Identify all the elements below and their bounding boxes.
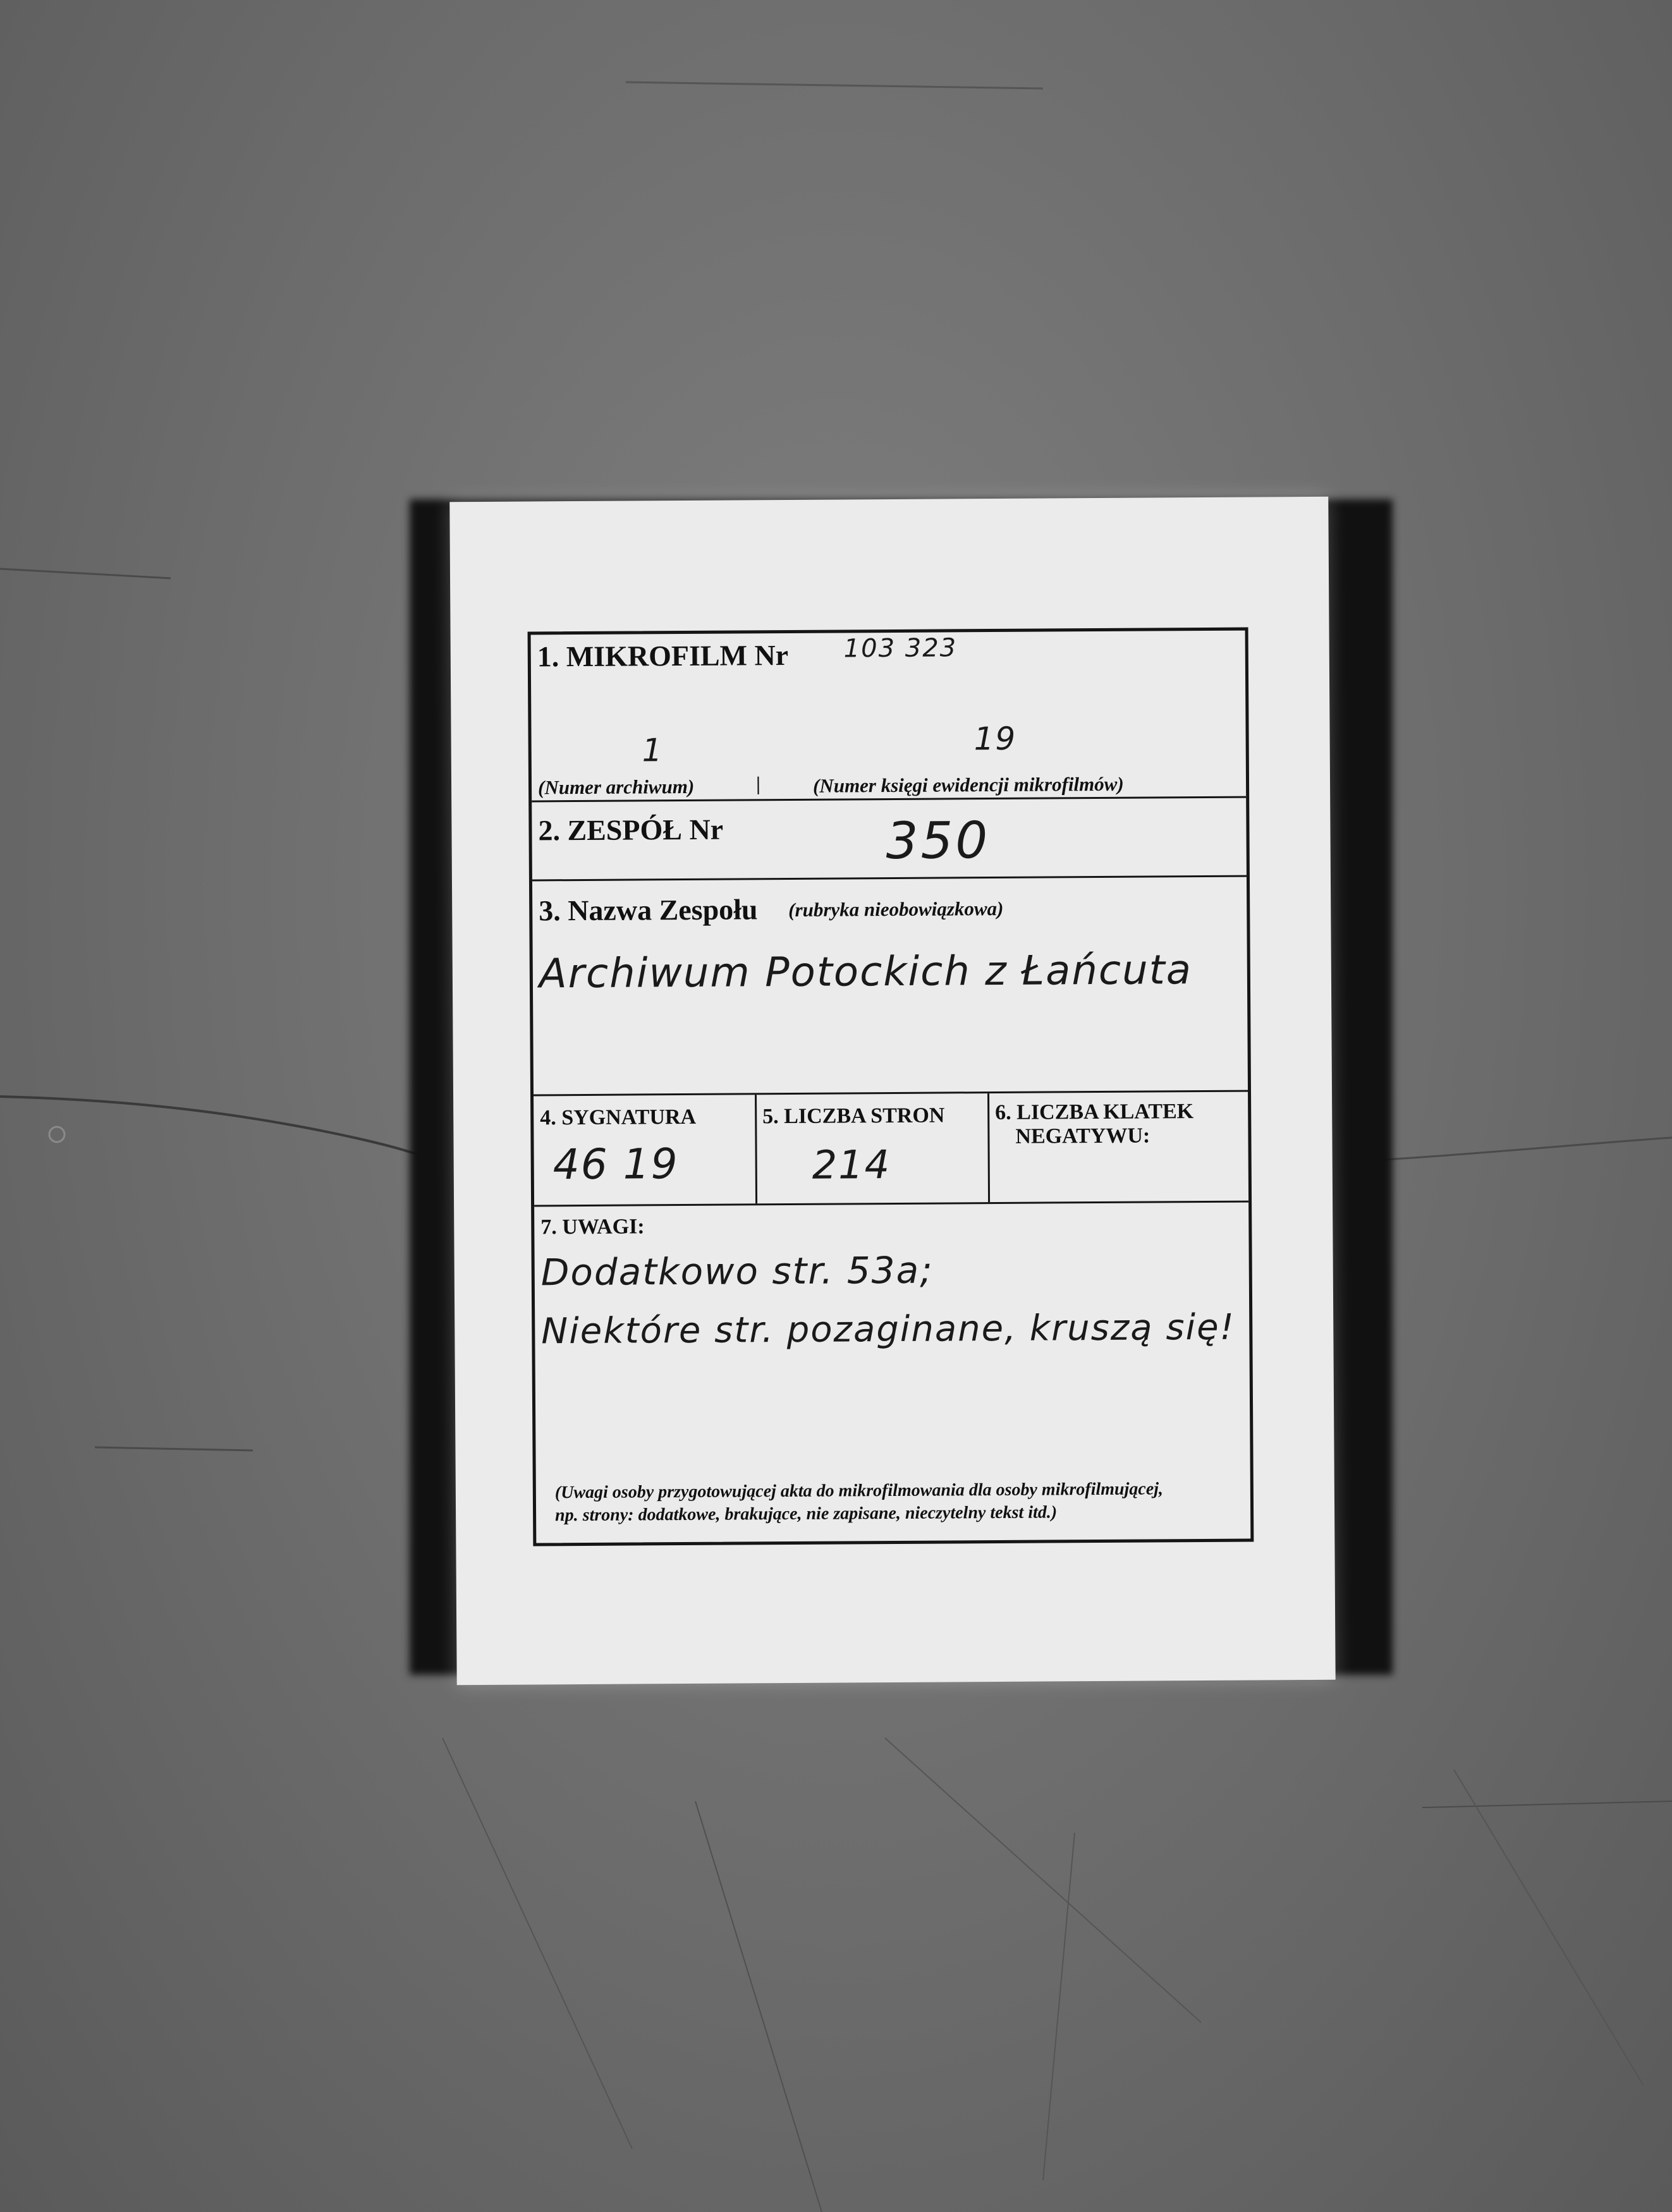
section-fonds-number [532, 798, 1247, 882]
section-remarks [534, 1203, 1250, 1543]
negative-frames-label-line2: NEGATYWU: [1015, 1124, 1150, 1148]
register-number-caption: (Numer księgi ewidencji mikrofilmów) [812, 772, 1124, 797]
remarks-label: 7. UWAGI: [540, 1215, 645, 1239]
remarks-line1: Dodatkowo str. 53a; [540, 1248, 934, 1294]
fonds-name-value: Archiwum Potockich z Łańcuta [539, 947, 1193, 998]
remarks-footnote-line1: (Uwagi osoby przygotowującej akta do mikrofilmowania dla osoby mikrofilmującej, [554, 1479, 1164, 1503]
fonds-name-label: 3. Nazwa Zespołu [539, 893, 758, 927]
fonds-number-value: 350 [886, 811, 991, 871]
card-form [528, 628, 1254, 1547]
microfilm-label: 1. MIKROFILM Nr [537, 638, 789, 673]
fonds-number-label: 2. ZESPÓŁ Nr [538, 813, 724, 847]
microfilm-metadata-card [449, 497, 1335, 1685]
page-count-value: 214 [812, 1141, 891, 1188]
column-divider-1 [755, 1095, 757, 1203]
section-fonds-name [532, 877, 1248, 1097]
remarks-footnote-line2: np. strony: dodatkowe, brakujące, nie zapisane, nieczytelny tekst itd.) [554, 1502, 1058, 1526]
negative-frames-label-line1: 6. LICZBA KLATEK [995, 1100, 1194, 1125]
column-divider-2 [987, 1093, 990, 1202]
signature-label: 4. SYGNATURA [540, 1105, 697, 1130]
archive-number-caption: (Numer archiwum) [537, 775, 695, 799]
register-number-value: 19 [973, 720, 1017, 758]
signature-value: 46 19 [552, 1139, 679, 1189]
section-microfilm [531, 631, 1247, 803]
page-count-label: 5. LICZBA STRON [762, 1103, 945, 1129]
microfilm-number-value: 103 323 [843, 633, 958, 664]
remarks-line2: Niektóre str. pozaginane, kruszą się! [541, 1306, 1236, 1352]
archive-number-value: 1 [642, 732, 664, 769]
section-signature-pages-frames [534, 1092, 1248, 1207]
caption-separator: | [755, 772, 760, 795]
fonds-name-note: (rubryka nieobowiązkowa) [788, 897, 1004, 921]
